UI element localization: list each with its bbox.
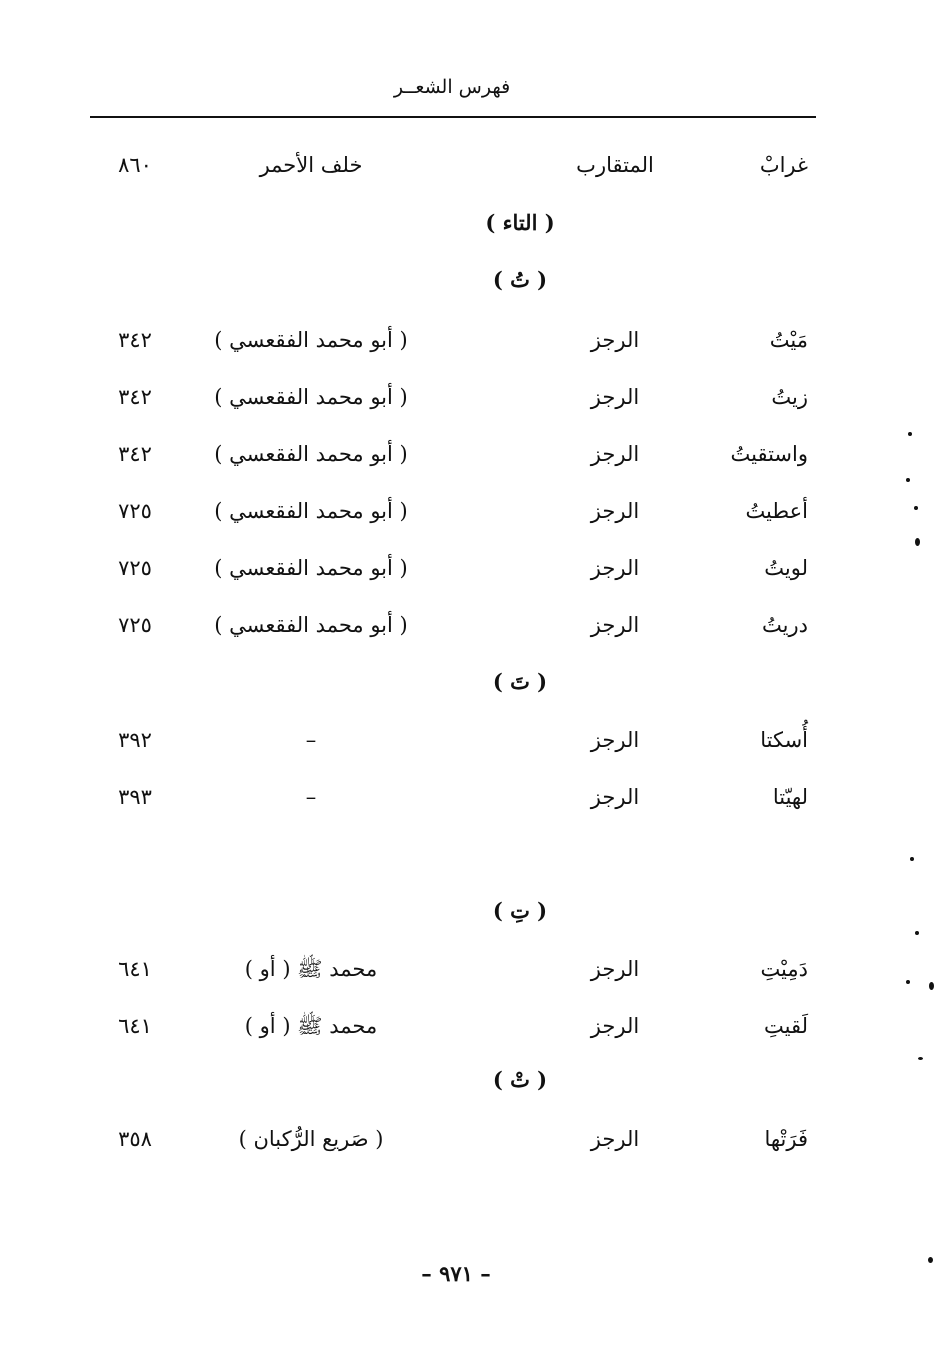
scan-speck: [910, 857, 914, 861]
scan-speck: [915, 538, 920, 546]
section-heading: ( التاء ): [485, 210, 555, 235]
rhyme-word: لويتُ: [764, 556, 808, 580]
page-ref: ٧٢٥: [118, 613, 152, 637]
meter: الرجز: [590, 1014, 640, 1038]
table-row: [0, 551, 936, 585]
page-ref: ٣٩٢: [118, 728, 152, 752]
scan-speck: [906, 478, 910, 482]
meter: الرجز: [590, 442, 640, 466]
poet: ( أبو محمد الفقعسي ): [214, 556, 408, 580]
rhyme-word: مَيْتُ: [769, 328, 808, 352]
meter: المتقارب: [576, 153, 654, 177]
meter: الرجز: [590, 785, 640, 809]
page-ref: ٣٤٢: [118, 442, 152, 466]
table-row: [0, 148, 936, 182]
table-row: [0, 1122, 936, 1156]
rhyme-word: غرابْ: [759, 153, 808, 177]
poet: خلف الأحمر: [259, 153, 363, 177]
poet: محمد ﷺ ( أو ): [244, 1014, 378, 1038]
table-row: [0, 723, 936, 757]
table-row: [0, 608, 936, 642]
meter: الرجز: [590, 1127, 640, 1151]
section-heading: ( تَ ): [492, 669, 548, 694]
scan-speck: [908, 432, 912, 436]
poet: –: [305, 785, 317, 809]
section-heading: ( تِ ): [492, 898, 548, 923]
rhyme-word: زيتُ: [771, 385, 808, 409]
meter: الرجز: [590, 499, 640, 523]
meter: الرجز: [590, 556, 640, 580]
page-ref: ٨٦٠: [118, 153, 152, 177]
page-ref: ٦٤١: [118, 957, 152, 981]
header-divider: [90, 116, 816, 118]
meter: الرجز: [590, 385, 640, 409]
scan-speck: [928, 1257, 933, 1263]
rhyme-word: لَقيتِ: [764, 1014, 808, 1038]
table-row: [0, 437, 936, 471]
page-ref: ٧٢٥: [118, 556, 152, 580]
rhyme-word: دَمِيْتِ: [760, 957, 808, 981]
meter: الرجز: [590, 328, 640, 352]
page-ref: ٣٥٨: [118, 1127, 152, 1151]
table-row: [0, 380, 936, 414]
scan-speck: [915, 931, 919, 935]
poet: –: [305, 728, 317, 752]
rhyme-word: أُسكتا: [760, 728, 808, 752]
rhyme-word: فَرَتْها: [764, 1127, 808, 1151]
page-ref: ٧٢٥: [118, 499, 152, 523]
meter: الرجز: [590, 728, 640, 752]
section-heading: ( تْ ): [492, 1067, 548, 1092]
page-ref: ٣٩٣: [118, 785, 152, 809]
table-row: [0, 494, 936, 528]
scan-speck: [929, 982, 934, 990]
page-header-title: فهرس الشعــر: [393, 76, 511, 98]
poet: ( أبو محمد الفقعسي ): [214, 499, 408, 523]
table-row: [0, 1009, 936, 1043]
poet: ( صَريع الرُّكبان ): [238, 1127, 384, 1151]
poet: ( أبو محمد الفقعسي ): [214, 613, 408, 637]
scan-speck: [914, 506, 918, 510]
section-heading: ( تُ ): [492, 267, 548, 292]
rhyme-word: أعطيتُ: [745, 499, 808, 523]
meter: الرجز: [590, 613, 640, 637]
poet: محمد ﷺ ( أو ): [244, 957, 378, 981]
meter: الرجز: [590, 957, 640, 981]
scan-speck: [918, 1057, 923, 1060]
poet: ( أبو محمد الفقعسي ): [214, 442, 408, 466]
table-row: [0, 952, 936, 986]
table-row: [0, 323, 936, 357]
rhyme-word: لهيّتا: [772, 785, 808, 809]
rhyme-word: دريتُ: [762, 613, 808, 637]
rhyme-word: واستقيتُ: [730, 442, 808, 466]
page-number: – ٩٧١ –: [421, 1261, 491, 1286]
page-ref: ٣٤٢: [118, 328, 152, 352]
page-ref: ٦٤١: [118, 1014, 152, 1038]
poet: ( أبو محمد الفقعسي ): [214, 385, 408, 409]
table-row: [0, 780, 936, 814]
scan-speck: [906, 980, 910, 984]
poet: ( أبو محمد الفقعسي ): [214, 328, 408, 352]
page-ref: ٣٤٢: [118, 385, 152, 409]
